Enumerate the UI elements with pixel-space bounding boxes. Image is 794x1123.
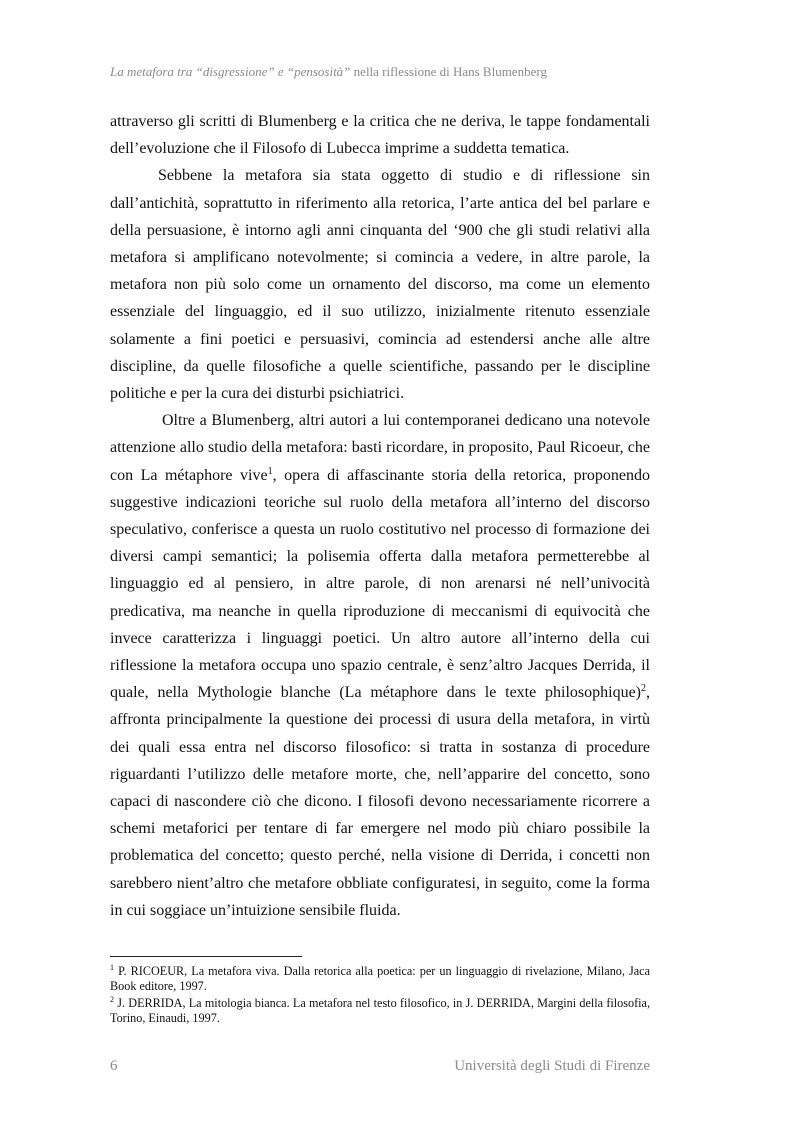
footnote-2-mark: 2	[110, 994, 114, 1004]
running-header-title: La metafora tra “disgressione” e “pensosità”	[110, 64, 351, 79]
running-header	[110, 64, 650, 80]
running-header-subtitle: nella riflessione di Hans Blumenberg	[350, 64, 547, 79]
footnote-ref-2[interactable]: 2	[641, 683, 646, 695]
footnotes	[110, 964, 650, 1028]
body-text	[110, 108, 650, 924]
footnote-1-mark: 1	[110, 963, 114, 972]
paragraph-3-part-a: Oltre a Blumenberg, altri autori a lui contemporanei dedicano una notevole attenzione allo studio della metafora: basti ricordare, in proposito, Paul Ricoeur, che con La métaphore vive	[110, 412, 650, 484]
footnote-1-text: P. RICOEUR, La metafora viva. Dalla retorica alla poetica: per un linguaggio di rivelazione, Milano, Jaca Book editore, 1997.	[110, 964, 650, 994]
footnote-2-text: J. DERRIDA, La mitologia bianca. La metafora nel testo filosofico, in J. DERRIDA, Margini della filosofia, Torino, Einaudi, 1997.	[110, 995, 650, 1026]
paragraph-3	[110, 407, 650, 924]
paragraph-3-part-b: , opera di affascinante storia della retorica, proponendo suggestive indicazioni teoriche sul ruolo della metafora all’interno del discorso speculativo, conferisce a questa un ruolo costitutivo nel processo di formazione dei diversi campi semantici; la polisemia offerta dalla metafora permetterebbe al linguaggio ed al pensiero, in altre parole, di non arenarsi né nell’univocità predicativa, ma neanche in quella riproduzione di meccanismi di equivocità che invece caratterizza i linguaggi poetici. Un altro autore all’interno della cui riflessione la metafora occupa uno spazio centrale, è senz’altro Jacques Derrida, il quale, nella Mythologie blanche (La métaphore dans le texte philosophique)	[110, 466, 651, 702]
paragraph-1: attraverso gli scritti di Blumenberg e la critica che ne deriva, le tappe fondamentali dell’evoluzione che il Filosofo di Lubecca imprime a suddetta tematica.	[110, 113, 650, 158]
footnote-divider	[110, 956, 302, 957]
footnote-ref-1[interactable]: 1	[267, 465, 273, 477]
page-number: 6	[110, 1058, 118, 1074]
footnote-2	[110, 996, 650, 1027]
footer-institution: Università degli Studi di Firenze	[454, 1058, 650, 1074]
paragraph-2: Sebbene la metafora sia stata oggetto di studio e di riflessione sin dall’antichità, soprattutto in riferimento alla retorica, l’arte antica del bel parlare e della persuasione, è intorno agli anni cinquanta del ‘900 che gli studi relativi alla metafora si amplificano notevolmente; si comincia a vedere, in altre parole, la metafora non più solo come un ornamento del discorso, ma come un elemento essenziale del linguaggio, ed il suo utilizzo, inizialmente ritenuto essenziale solamente a fini poetici e persuasivi, comincia ad estendersi anche alle altre discipline, da quelle filosofiche a quelle scientifiche, passando per le discipline politiche e per la cura dei disturbi psichiatrici.	[110, 167, 650, 403]
footnote-1	[110, 964, 650, 995]
paragraph-3-part-c: , affronta principalmente la questione dei processi di usura della metafora, in virtù dei quali essa entra nel discorso filosofico: si tratta in sostanza di procedure riguardanti l’utilizzo delle metafore morte, che, nell’apparire del concetto, sono capaci di nascondere ciò che dicono. I filosofi devono necessariamente ricorrere a schemi metaforici per tentare di far emergere nel modo più chiaro possibile la problematica del concetto; questo perché, nella visione di Derrida, i concetti non sarebbero nient’altro che metafore obbliate configuratesi, in seguito, come la forma in cui soggiace un’intuizione sensibile fluida.	[110, 684, 650, 919]
